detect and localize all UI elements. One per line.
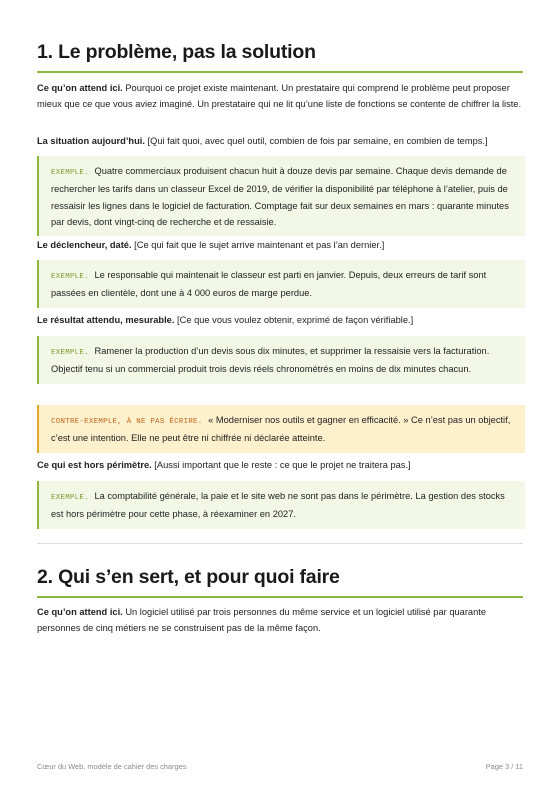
section-2-intro (37, 604, 523, 637)
example-tag: EXEMPLE. (51, 349, 89, 357)
hors-perimetre-heading (37, 457, 523, 473)
example-callout-hors-perimetre (37, 481, 525, 529)
footer-document-name: Cœur du Web, modèle de cahier des charges (37, 762, 187, 771)
example-text: Ramener la production d’un devis sous dix minutes, et supprimer la ressaisie vers la facturation. Objectif tenu si un commercial produit trois devis réels chronométrés en moins de dix minutes chacun. (51, 346, 490, 375)
situation-label: La situation aujourd’hui. (37, 136, 145, 146)
example-callout-declencheur (37, 260, 525, 308)
section-1-intro (37, 80, 523, 113)
example-text: Quatre commerciaux produisent chacun huit à douze devis par semaine. Chaque devis demande de rechercher les tarifs dans un classeur Excel de 2019, de vérifier la disponibilité par téléphone à l’atelier, puis de ressaisir les lignes dans le logiciel de facturation. Comptage fait sur deux semaines en mars : quarante minutes par devis, dont vingt-cinq de recherche et de ressaisie. (51, 166, 509, 227)
situation-heading (37, 133, 523, 149)
example-callout-resultat (37, 336, 525, 384)
resultat-hint: [Ce que vous voulez obtenir, exprimé de façon vérifiable.] (174, 315, 414, 325)
section-2-title: 2. Qui s’en sert, et pour quoi faire (37, 566, 523, 598)
counter-example-tag: CONTRE-EXEMPLE, À NE PAS ÉCRIRE. (51, 418, 203, 426)
intro-label: Ce qu’on attend ici. (37, 83, 123, 93)
example-text: Le responsable qui maintenait le classeur est parti en janvier. Depuis, deux erreurs de tarif sont passées en clientèle, dont une à 4 000 euros de marge perdue. (51, 270, 487, 299)
resultat-label: Le résultat attendu, mesurable. (37, 315, 175, 325)
example-callout-situation (37, 156, 525, 236)
resultat-heading (37, 312, 523, 328)
counter-example-text: « Moderniser nos outils et gagner en efficacité. » Ce n’est pas un objectif, c’est une intention. Elle ne peut être ni chiffrée ni déclarée atteinte. (51, 415, 511, 444)
hors-perimetre-label: Ce qui est hors périmètre. (37, 460, 152, 470)
intro-text: Pourquoi ce projet existe maintenant. Un prestataire qui comprend le problème peut proposer mieux que ce que vous aviez imaginé. Un prestataire qui ne lit qu’une liste de fonctions se contente de chiffrer la liste. (37, 83, 522, 110)
example-tag: EXEMPLE. (51, 273, 89, 281)
example-text: La comptabilité générale, la paie et le site web ne sont pas dans le périmètre. La gestion des stocks est hors périmètre pour cette phase, à réexaminer en 2027. (51, 491, 505, 520)
declencheur-label: Le déclencheur, daté. (37, 240, 132, 250)
declencheur-heading (37, 237, 523, 253)
intro-label: Ce qu’on attend ici. (37, 607, 123, 617)
example-tag: EXEMPLE. (51, 494, 89, 502)
footer-page-number: Page 3 / 11 (485, 762, 523, 771)
hors-perimetre-hint: [Aussi important que le reste : ce que le projet ne traitera pas.] (151, 460, 411, 470)
situation-hint: [Qui fait quoi, avec quel outil, combien de fois par semaine, en combien de temps.] (144, 136, 488, 146)
section-divider (37, 543, 523, 544)
section-1-title: 1. Le problème, pas la solution (37, 41, 523, 73)
intro-text: Un logiciel utilisé par trois personnes du même service et un logiciel utilisé par quarante personnes de cinq métiers ne se construisent pas de la même façon. (37, 607, 487, 634)
counter-example-callout (37, 405, 525, 453)
declencheur-hint: [Ce qui fait que le sujet arrive maintenant et pas l’an dernier.] (131, 240, 385, 250)
example-tag: EXEMPLE. (51, 169, 89, 177)
